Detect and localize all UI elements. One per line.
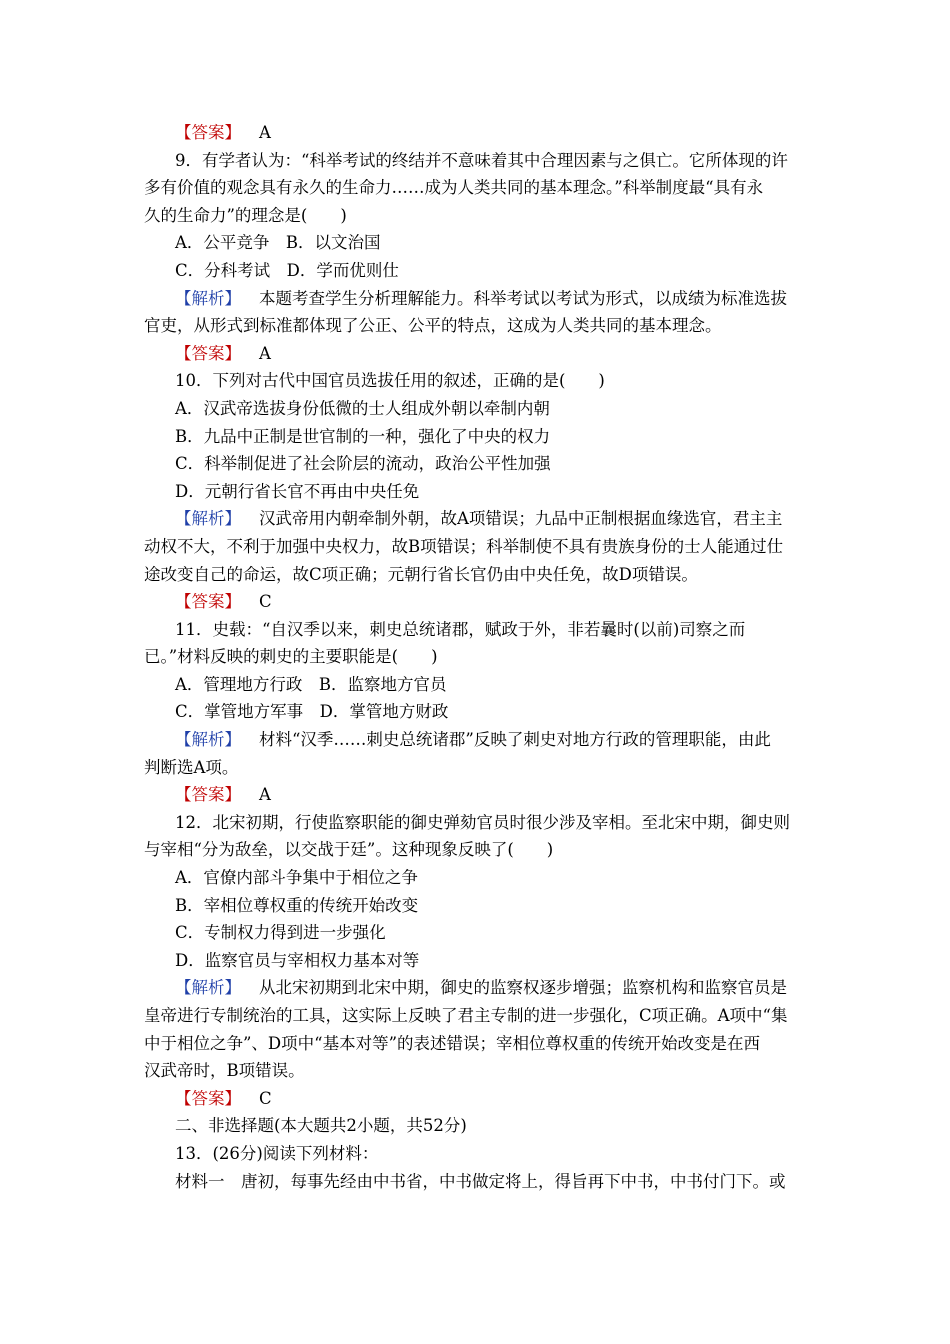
question-option: B．九品中正制是世官制的一种，强化了中央的权力 — [175, 426, 551, 446]
question-option: B．宰相位尊权重的传统开始改变 — [175, 895, 419, 915]
analysis-text: 材料“汉季……刺史总统诸郡”反映了刺史对地方行政的管理职能，由此 — [259, 730, 771, 750]
analysis-label: 【解析】 — [175, 978, 241, 998]
analysis-line — [144, 726, 808, 754]
analysis-label: 【解析】 — [175, 509, 241, 529]
question-option: D．监察官员与宰相权力基本对等 — [175, 950, 420, 970]
analysis-text: 从北宋初期到北宋中期，御史的监察权逐步增强；监察机构和监察官员是 — [259, 978, 787, 998]
question-option: C．分科考试 D．学而优则仕 — [175, 260, 399, 280]
question-stem: 12．北宋初期，行使监察职能的御史弹劾官员时很少涉及宰相。至北宋中期，御史则 — [175, 812, 790, 832]
answer-label: 【答案】 — [175, 343, 241, 363]
question-stem: 11．史载：“自汉季以来，刺史总统诸郡，赋政于外，非若曩时(以前)司察之而 — [175, 619, 746, 639]
answer-line — [144, 588, 808, 616]
answer-value: C — [259, 592, 272, 612]
answer-value: C — [259, 1088, 272, 1108]
document-page — [144, 119, 808, 1195]
analysis-label: 【解析】 — [175, 288, 241, 308]
analysis-text: 皇帝进行专制统治的工具，这实际上反映了君主专制的进一步强化，C项正确。A项中“集 — [144, 1006, 788, 1025]
analysis-text: 判断选A项。 — [144, 757, 239, 777]
question-stem: 13．(26分)阅读下列材料： — [175, 1143, 379, 1163]
question-option: D．元朝行省长官不再由中央任免 — [175, 481, 420, 501]
question-stem: 10．下列对古代中国官员选拔任用的叙述，正确的是( ) — [175, 371, 605, 391]
question-option: C．科举制促进了社会阶层的流动，政治公平性加强 — [175, 454, 551, 474]
question-stem: 多有价值的观念具有永久的生命力……成为人类共同的基本理念。”科举制度最“具有永 — [144, 178, 764, 198]
answer-label: 【答案】 — [175, 785, 241, 805]
answer-line — [144, 1085, 808, 1113]
analysis-line — [144, 285, 808, 313]
analysis-text: 汉武帝用内朝牵制外朝，故A项错误；九品中正制根据血缘选官，君主主 — [259, 509, 783, 529]
answer-line — [144, 340, 808, 368]
answer-label: 【答案】 — [175, 123, 241, 142]
section-title: 二、非选择题(本大题共2小题，共52分) — [175, 1116, 467, 1136]
analysis-text: 动权不大，不利于加强中央权力，故B项错误；科举制使不具有贵族身份的士人能通过仕 — [144, 536, 784, 556]
question-option: C．专制权力得到进一步强化 — [175, 923, 386, 943]
question-stem: 已。”材料反映的刺史的主要职能是( ) — [144, 647, 438, 667]
question-option: A．汉武帝选拔身份低微的士人组成外朝以牵制内朝 — [175, 398, 550, 418]
analysis-text: 途改变自己的命运，故C项正确；元朝行省长官仍由中央任免，故D项错误。 — [144, 564, 698, 584]
answer-value: A — [259, 343, 271, 363]
question-stem: 久的生命力”的理念是( ) — [144, 205, 347, 225]
answer-line — [144, 119, 808, 147]
analysis-text: 官吏，从形式到标准都体现了公正、公平的特点，这成为人类共同的基本理念。 — [144, 316, 722, 336]
answer-value: A — [259, 785, 271, 805]
answer-label: 【答案】 — [175, 592, 241, 612]
analysis-text: 本题考查学生分析理解能力。科举考试以考试为形式，以成绩为标准选拔 — [259, 288, 787, 308]
answer-label: 【答案】 — [175, 1088, 241, 1108]
question-option: A．公平竞争 B．以文治国 — [175, 233, 381, 253]
question-option: C．掌管地方军事 D．掌管地方财政 — [175, 702, 449, 722]
question-option: A．管理地方行政 B．监察地方官员 — [175, 674, 447, 694]
analysis-line — [144, 974, 808, 1002]
question-option: A．官僚内部斗争集中于相位之争 — [175, 868, 418, 888]
question-stem: 与宰相“分为敌垒，以交战于廷”。这种现象反映了( ) — [144, 840, 554, 860]
analysis-text: 汉武帝时，B项错误。 — [144, 1061, 305, 1081]
answer-line — [144, 781, 808, 809]
analysis-label: 【解析】 — [175, 730, 241, 750]
answer-value: A — [259, 123, 271, 142]
analysis-line — [144, 505, 808, 533]
material-text: 材料一 唐初，每事先经由中书省，中书做定将上，得旨再下中书，中书付门下。或 — [175, 1171, 786, 1191]
question-stem: 9．有学者认为：“科举考试的终结并不意味着其中合理因素与之俱亡。它所体现的许 — [175, 150, 788, 170]
analysis-text: 中于相位之争”、D项中“基本对等”的表述错误；宰相位尊权重的传统开始改变是在西 — [144, 1033, 761, 1053]
